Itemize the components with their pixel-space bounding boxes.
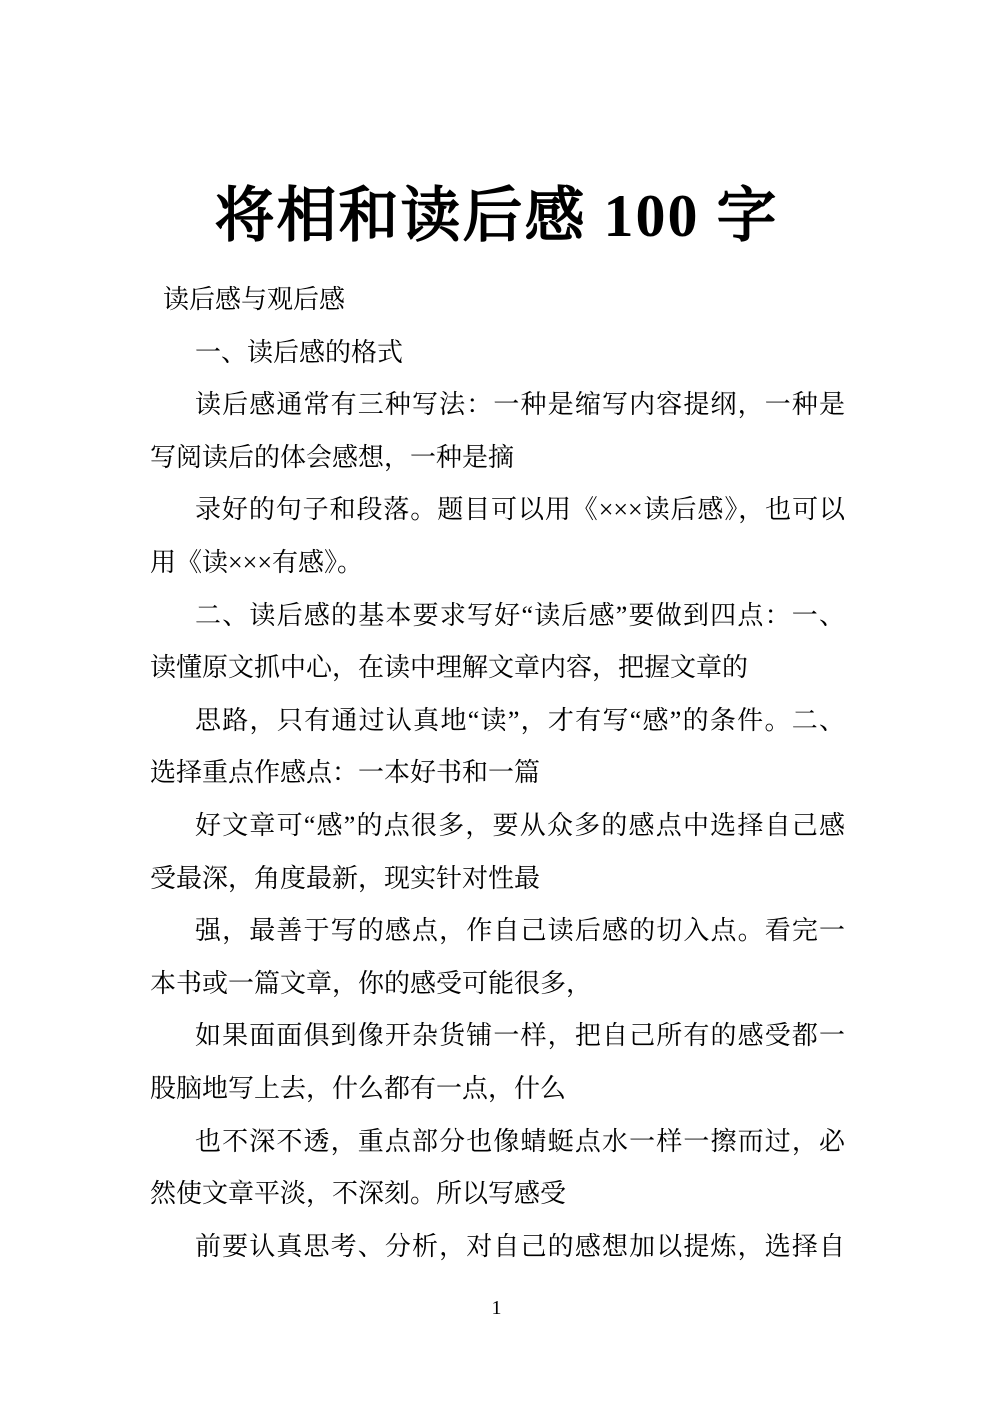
page-footer — [0, 1294, 993, 1322]
text-line: 也不深不透，重点部分也像蜻蜓点水一样一擦而过，必 — [195, 1126, 845, 1156]
text-line: 如果面面俱到像开杂货铺一样，把自己所有的感受都一 — [195, 1021, 845, 1051]
text-line: 读懂原文抓中心，在读中理解文章内容，把握文章的 — [150, 653, 749, 683]
text-line: 股脑地写上去，什么都有一点，什么 — [150, 1073, 567, 1103]
text-line: 读后感与观后感 — [163, 285, 346, 314]
text-line: 前要认真思考、分析，对自己的感想加以提炼，选择自 — [195, 1231, 845, 1261]
text-line: 受最深，角度最新，现实针对性最 — [150, 863, 541, 893]
text-line: 思路，只有通过认真地“读”，才有写“感”的条件。二、 — [195, 705, 845, 735]
text-line: 然使文章平淡，不深刻。所以写感受 — [150, 1179, 567, 1209]
text-line: 用《读×××有感》。 — [150, 547, 363, 577]
text-line: 选择重点作感点：一本好书和一篇 — [150, 758, 541, 788]
text-line: 强，最善于写的感点，作自己读后感的切入点。看完一 — [195, 916, 845, 946]
text-line: 好文章可“感”的点很多，要从众多的感点中选择自己感 — [195, 810, 845, 840]
document-title: 将相和读后感 100 字 — [214, 183, 779, 249]
text-line: 写阅读后的体会感想，一种是摘 — [150, 442, 515, 472]
text-line: 读后感通常有三种写法：一种是缩写内容提纲，一种是 — [195, 390, 845, 420]
text-line: 一、读后感的格式 — [195, 337, 404, 367]
document-body — [150, 274, 845, 1273]
page-number: 1 — [491, 1297, 502, 1319]
text-line: 本书或一篇文章，你的感受可能很多， — [150, 968, 593, 998]
text-line: 二、读后感的基本要求写好“读后感”要做到四点：一、 — [195, 600, 845, 630]
text-line: 录好的句子和段落。题目可以用《×××读后感》，也可以 — [195, 495, 845, 525]
